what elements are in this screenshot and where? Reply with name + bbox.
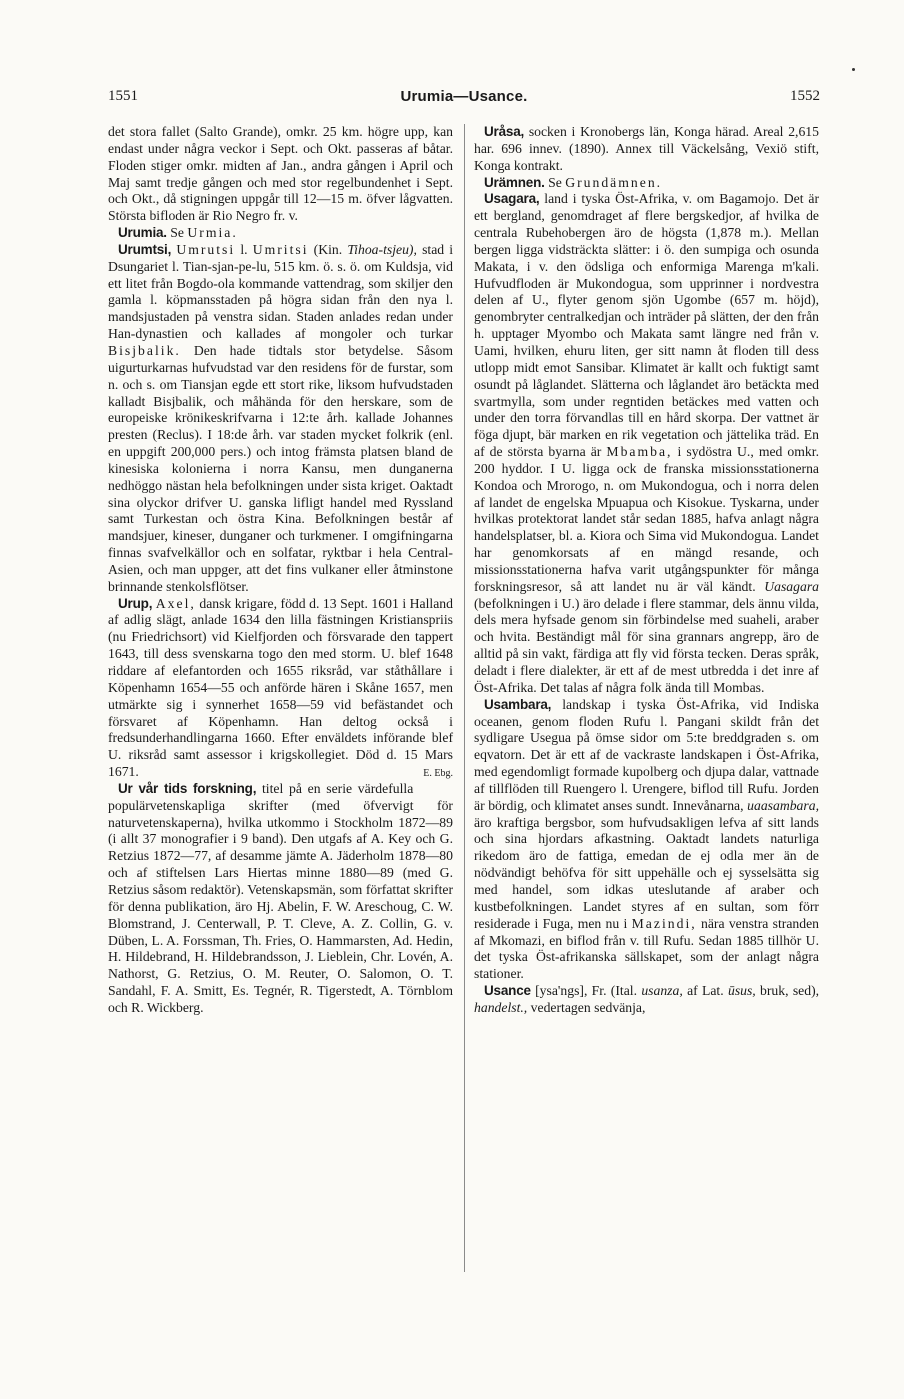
headword: Usambara, <box>484 696 552 712</box>
entry-urasa: Uråsa, socken i Kronobergs län, Konga härad. Areal 2,615 har. 696 innev. (1890). Annex till Väckelsång, Vexiö stift, Konga kontrakt. <box>474 124 819 173</box>
entry-usagara: Usagara, land i tyska Öst-Afrika, v. om Bagamojo. Det är ett bergland, genomdraget af flere bergskedjor, af hvilka de centrala Rubehobergen äro de högsta (1,878 m.). Mellan bergen ligga vidsträckta slätter: i ö. den sumpiga och osunda Makata, i v. den ödsliga och enformiga Marenga m'kali. Hufvudfloden är Mukondogua, som upprinner i nordvestra delen af U., flyter genom sjön Ugombe (657 m. höjd), genombryter centralkedjan och inträder på slätten, der den från h. upptager Myombo och Makata samt längre ned från v. Uami, hvilken, ehuru liten, ger sitt namn åt floden till dess utlopp midt emot Sansibar. Klimatet är kallt och fuktigt samt osundt på låglandet. Slätterna och låglandet äro betäckta med svartmylla, som under regntiden betäckes med vatten och under den torra förvandlas till en hård skorpa. Der vattnet är föga djupt, bär marken en rik vegetation och jättelika träd. En af de största byarna är Mbamba, i sydöstra U., med omkr. 200 hyddor. I U. ligga ock de franska missionsstationerna Kondoa och Mrorogo, n. om Mukondogua, och i norra delen af landet de engelska Mpuapua och Kisokue. Tyskarna, under hvilkas protektorat landet står sedan 1885, hafva anlagt några handelsplatser, bl. a. Kiora och Sima vid Mukondogua. Landet har genomkorsats af en mängd resande, och missionsstationerna hafva varit utgångspunkter för många forskningsresor, så att landet nu är väl kändt. Uasagara (befolkningen i U.) äro delade i flere stammar, dels ännu vilda, dels mera hyfsade genom sin förbindelse med suaheli, araber och hvita. Beständigt mål för sina grannars angrepp, äro de alltid på sin vakt, färdiga att fly vid första tecken. Deras språk, deladt i flere dialekter, är ett af de mest utbredda i det inre af Öst-Afrika. Det talas af några folk ända till Mombas. <box>474 191 820 695</box>
headword: Ur vår tids forskning, <box>118 780 257 796</box>
page-number-right: 1552 <box>790 88 820 104</box>
headword: Urumia. <box>118 225 167 241</box>
entry-urumia: Urumia. Se Urmia. <box>118 225 238 241</box>
headword: Usagara, <box>484 191 540 207</box>
headword: Urup, <box>118 595 153 611</box>
right-column <box>474 124 819 1017</box>
speck-mark <box>852 68 855 71</box>
entry-ur-var-tids-forskning: Ur vår tids forskning, titel på en serie värdefulla populärvetenskapliga skrifter (med öfvervigt för naturvetenskaperna), hvilka utkommo i Stockholm 1872—89 (i allt 37 monografier i 9 band). Den utgafs af A. Key och G. Retzius 1872—77, af desamme jämte A. Jäderholm 1878—80 och af stiftelsen Lars Hiertas minne 1880—89 (med G. Retzius såsom redaktör). Vetenskapsmän, som författat skrifter för denna publikation, äro Hj. Abelin, F. W. Areschoug, C. W. Blomstrand, J. Centerwall, P. T. Cleve, A. Z. Collin, G. v. Düben, L. A. Forssman, Th. Fries, O. Hammarsten, Ad. Hedin, H. Hildebrand, H. Hildebrandsson, J. Lieblein, Chr. Lovén, A. Nathorst, G. Retzius, O. M. Reuter, O. Salomon, O. T. Sandahl, F. A. Smitt, Es. Tegnér, R. Tigerstedt, A. Törnblom och R. Wickberg. <box>108 780 453 1015</box>
entry-usance: Usance [ysa'ngs], Fr. (Ital. usanza, af Lat. ūsus, bruk, sed), handelst., vedertagen sedvänja, <box>474 983 820 1015</box>
cross-reference: Urmia. <box>187 225 238 241</box>
cross-reference: Grundämnen. <box>565 174 663 190</box>
running-title: Urumia—Usance. <box>400 88 528 105</box>
entry-urup: Urup, Axel, dansk krigare, född d. 13 Sept. 1601 i Halland af adlig slägt, anlade 1634 den lilla fästningen Kristianspriis (nu Friedrichsort) vid Kielfjorden och försvarade den tappert 1643, till dess svenskarna togo den med storm. U. blef 1648 riddare af elefantorden och 1655 riksråd, var ståthållare i Köpenhamn 1654—55 och anförde hären i Skåne 1657, men utmärkte sig i synnerhet 1658—59 vid befästandet och försvaret af Köpenhamn. Han deltog också i fredsunderhandlingarna 1660. Efter enväldets införande blef U. riksråd samt assessor i krigskollegiet. Död d. 15 Mars 1671. E. Ebg. <box>108 596 453 781</box>
entry-usambara: Usambara, landskap i tyska Öst-Afrika, vid Indiska oceanen, genom floden Rufu l. Pangani skildt från det sydligare Usegua på ömse sidor om 5:te breddgraden s. om eqvatorn. Det är ett af de vackraste landskapen i Öst-Afrika, med egendomligt formade kupolberg och djupa dalar, vattnade af tillflöden till Ruengero l. Urengere, biflod till Rufu. Jorden är bördig, och klimatet anses sundt. Innevånarna, uaasambara, äro kraftiga bergsbor, som hufvudsakligen lefva af sitt lands och sina hjordars afkastning. Oaktadt landets naturliga rikedom äro de fattiga, emedan de ej odla mer än de nödvändigt behöfva för sitt uppehälle och ej sysselsätta sig med handel, som idkas uteslutande af araber och kustbefolkningen. Landet styres af en sultan, som förr residerade i Fuga, men nu i Mazindi, nära venstra stranden af Mkomazi, en biflod från v. till Rufu. Sedan 1885 tillhör U. det tyska Öst-afrikanska sällskapet, som der anlagt några stationer. <box>474 696 820 982</box>
entry-urumtsi: Urumtsi, Umrutsi l. Umritsi (Kin. Tihoa-tsjeu), stad i Dsungariet l. Tian-sjan-pe-lu, 515 km. ö. s. ö. om Kuldsja, vid ett litet från Bogdo-ola kommande vattendrag, som skiljer den gamla l. köpmansstaden på högra sidan från den nya l. mandsjustaden på venstra sidan. Staden anlades redan under Han-dynastien och kallades af mongoler och turkar Bisjbalik. Den hade tidtals stor betydelse. Såsom uigurturkarnas hufvudstad var den residens för de furstar, som n. och s. om Tiansjan egde ett stort rike, liksom hufvudstaden kalladt Bisjbalik, och måhända för den herskare, som de europeiske krönikeskrifvarna i 12:te årh. kallade Johannes presten (Reclus). I 18:de årh. var staden mycket folkrik (enl. en uppgift 200,000 pers.) och intog främsta platsen bland de kinesiska kolonierna i norra Kansu, men dunganerna nedhöggo nästan hela befolkningen under sista kriget. Oaktadt sina olyckor drifver U. ganska lifligt handel med Ryssland samt Turkestan och östra Kina. Befolkningen består af mandsjuer, kineser, dunganer och turkmener. I omgifningarna finnas svafvelkällor och en solfatar, ryktbar i hela Central-Asien, och man uppger, att det fins vulkaner eller åtminstone brinnande stenkolsflötser. <box>108 241 454 594</box>
column-divider <box>464 124 465 1272</box>
left-column <box>108 124 453 1017</box>
page-number-left: 1551 <box>108 88 138 104</box>
headword: Uråsa, <box>484 124 525 139</box>
headword: Usance <box>484 983 531 999</box>
headword: Urämnen. <box>484 174 545 190</box>
entry-uramnen: Urämnen. Se Grundämnen. <box>484 174 663 190</box>
headword: Urumtsi, <box>118 241 172 257</box>
entry-continuation: det stora fallet (Salto Grande), omkr. 25 km. högre upp, kan endast under några veckor i Sept. och Okt. passeras af båtar. Floden stiger omkr. midten af Jan., andra gången i April och Maj samt tredje gången och med stor regelbundenhet i Sept. och Okt., då stigningen uppgår till 12—15 m. öfver lågvatten. Största bifloden är Rio Negro fr. v. <box>108 124 453 224</box>
page-header <box>108 88 820 110</box>
author-signature: E. Ebg. <box>423 768 453 780</box>
